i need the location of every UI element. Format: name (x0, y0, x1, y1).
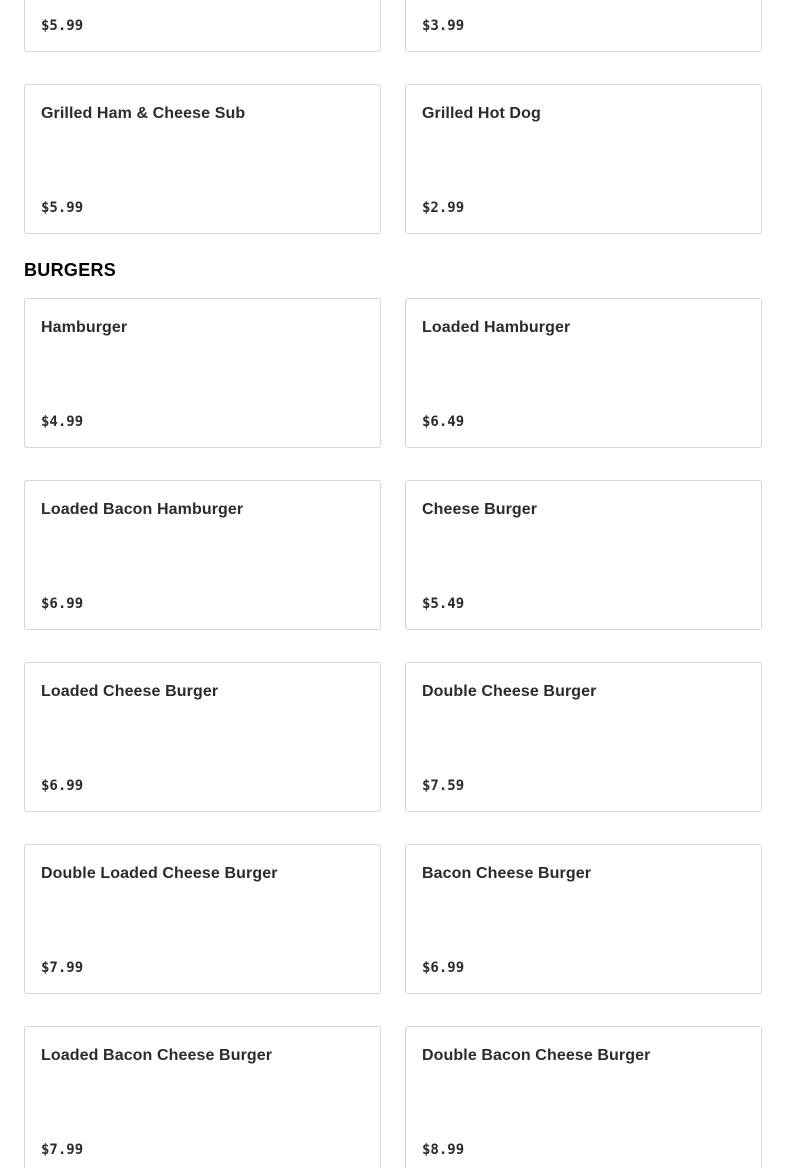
menu-item-card[interactable] (405, 844, 762, 994)
menu-item-name: Loaded Bacon Cheese Burger (41, 1047, 273, 1064)
menu-item-price: $6.99 (41, 596, 84, 612)
menu-item-card[interactable] (24, 0, 381, 52)
menu-item-name: Double Loaded Cheese Burger (41, 865, 278, 882)
menu-item-price: $6.99 (422, 960, 465, 976)
menu-item-name: Double Cheese Burger (422, 683, 597, 700)
menu-item-card[interactable] (24, 480, 381, 630)
menu-item-card[interactable] (405, 1026, 762, 1168)
menu-item-price: $7.99 (41, 960, 84, 976)
menu-item-name: Cheese Burger (422, 501, 538, 518)
menu-item-price: $8.99 (422, 1142, 465, 1158)
menu-item-price: $5.99 (41, 18, 84, 34)
menu-item-name: Grilled Ham & Cheese Sub (41, 105, 246, 122)
menu-item-price: $5.49 (422, 596, 465, 612)
section-heading-burgers: BURGERS (24, 260, 117, 280)
menu-item-price: $3.99 (422, 18, 465, 34)
menu-item-name: Loaded Cheese Burger (41, 683, 219, 700)
menu-item-name: Grilled Hot Dog (422, 105, 541, 122)
menu-item-price: $4.99 (41, 414, 84, 430)
menu-item-card[interactable] (24, 662, 381, 812)
menu-item-price: $6.99 (41, 778, 84, 794)
menu-item-card[interactable] (405, 0, 762, 52)
menu-item-card[interactable] (405, 662, 762, 812)
menu-item-name: Double Bacon Cheese Burger (422, 1047, 651, 1064)
menu-item-price: $7.59 (422, 778, 465, 794)
menu-item-card[interactable] (24, 84, 381, 234)
menu-item-card[interactable] (405, 480, 762, 630)
menu-item-name: Loaded Bacon Hamburger (41, 501, 244, 518)
menu-item-card[interactable] (24, 298, 381, 448)
menu-item-price: $7.99 (41, 1142, 84, 1158)
menu-item-price: $2.99 (422, 200, 465, 216)
menu-item-card[interactable] (405, 298, 762, 448)
menu-item-name: Hamburger (41, 319, 128, 336)
menu-item-card[interactable] (24, 1026, 381, 1168)
menu-item-name: Bacon Cheese Burger (422, 865, 592, 882)
menu-item-card[interactable] (24, 844, 381, 994)
menu-item-price: $5.99 (41, 200, 84, 216)
menu-item-price: $6.49 (422, 414, 465, 430)
menu-item-name: Loaded Hamburger (422, 319, 571, 336)
menu-item-card[interactable] (405, 84, 762, 234)
